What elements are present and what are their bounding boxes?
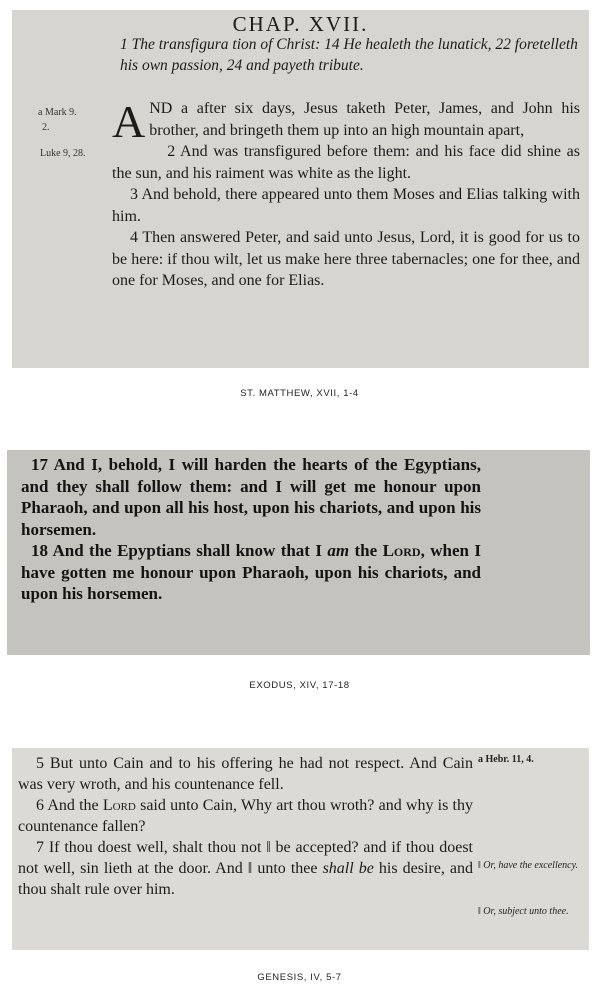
- verse-6-part-a: 6 And the: [36, 797, 103, 814]
- caption-matthew: ST. MATTHEW, XVII, 1-4: [240, 388, 359, 399]
- verse-18-part-a: 18 And the Epyptians shall know that I: [31, 541, 328, 560]
- verse-7: [18, 837, 473, 900]
- verse-3: 3 And behold, there appeared unto them Moses and Elias talking with him.: [112, 186, 580, 225]
- verse-18-italic-am: am: [327, 541, 350, 560]
- drop-cap: A: [112, 96, 146, 147]
- chapter-heading: CHAP. XVII.: [232, 12, 369, 36]
- verse-7-italic: shall be: [322, 860, 374, 877]
- margin-reference-number: 2.: [42, 122, 50, 133]
- verse-1-text: ND a after six days, Jesus taketh Peter, James, and John his brother, and bringeth them up into an high mountain apart,: [149, 100, 580, 139]
- verse-7-part-b: his desire, and thou shalt rule over him.: [18, 860, 473, 898]
- exodus-verses: [21, 454, 481, 605]
- verse-18-lord: Lord: [382, 541, 421, 560]
- verse-6: [18, 795, 473, 837]
- verse-2: 2 And was transfigured before them: and his face did shine as the sun, and his raiment was white as the light.: [112, 143, 580, 182]
- verse-7-part-a: 7 If thou doest well, shalt thou not ‖ be accepted? and if thou doest not well, sin lieth at the door. And ‖ unto thee: [18, 839, 473, 877]
- margin-note-hebrews: a Hebr. 11, 4.: [478, 754, 534, 765]
- verse-18-part-b: the: [349, 541, 383, 560]
- verse-18: [21, 540, 481, 605]
- matthew-verses: [112, 98, 580, 292]
- genesis-page-excerpt: [12, 748, 589, 950]
- margin-reference-luke: Luke 9, 28.: [40, 148, 86, 159]
- verse-17: 17 And I, behold, I will harden the hearts of the Egyptians, and they shall follow them: and I will get me honour upon Pharaoh, and upon all his host, upon his chariots, and upon his horsemen.: [21, 455, 481, 539]
- verse-5: 5 But unto Cain and to his offering he had not respect. And Cain was very wroth, and his countenance fell.: [18, 755, 473, 793]
- margin-note-subject: ‖ Or, subject unto thee.: [478, 906, 569, 917]
- chapter-summary: 1 The transfigura tion of Christ: 14 He healeth the lunatick, 22 foretelleth his own passion, 24 and payeth tribute.: [120, 36, 578, 74]
- verse-18-part-c: , when I have gotten me honour upon Pharaoh, upon his chariots, and upon his horsemen.: [21, 541, 481, 603]
- verse-1: [112, 96, 580, 147]
- genesis-verses: [18, 753, 473, 900]
- caption-genesis: GENESIS, IV, 5-7: [257, 972, 342, 983]
- verse-6-part-b: said unto Cain, Why art thou wroth? and why is thy countenance fallen?: [18, 797, 474, 835]
- verse-4: 4 Then answered Peter, and said unto Jesus, Lord, it is good for us to be here: if thou wilt, let us make here three tabernacles; one for thee, and one for Moses, and one for Elias.: [112, 229, 580, 289]
- margin-note-excellency: ‖ Or, have the excellency.: [478, 860, 578, 871]
- margin-reference-mark: a Mark 9.: [38, 107, 77, 118]
- verse-6-lord: Lord: [102, 797, 136, 814]
- caption-exodus: EXODUS, XIV, 17-18: [249, 680, 350, 691]
- exodus-page-excerpt: [7, 450, 590, 655]
- matthew-page-excerpt: [12, 10, 589, 368]
